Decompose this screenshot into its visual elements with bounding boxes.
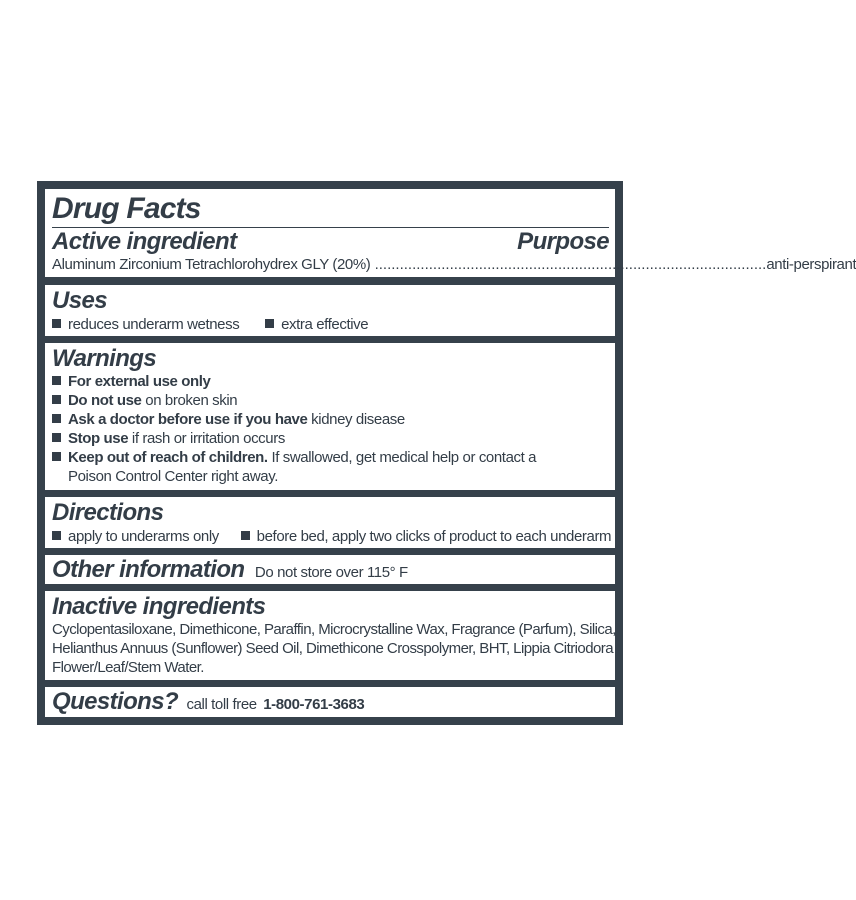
uses-item: extra effective <box>265 316 368 333</box>
questions-phone-number: 1-800-761-3683 <box>263 696 365 713</box>
leader-dots: .............................................................................................. <box>370 256 767 273</box>
drug-facts-title: Drug Facts <box>52 192 201 225</box>
inactive-ingredients-line: Helianthus Annuus (Sunflower) Seed Oil, Dimethicone Crosspolymer, BHT, Lippia Citriodora <box>52 640 614 657</box>
bullet-square-icon <box>52 433 61 442</box>
drug-facts-panel <box>37 181 856 725</box>
bullet-square-icon <box>52 376 61 385</box>
active-ingredient-heading-row <box>52 229 609 255</box>
uses-section <box>45 285 615 336</box>
bullet-square-icon <box>52 452 61 461</box>
purpose-heading: Purpose <box>517 228 609 255</box>
inactive-ingredients-heading: Inactive ingredients <box>52 593 266 620</box>
warning-item: Do not use on broken skin <box>52 391 609 410</box>
bullet-square-icon <box>52 414 61 423</box>
uses-heading: Uses <box>52 287 107 314</box>
active-ingredient-heading: Active ingredient <box>52 228 237 255</box>
uses-item: reduces underarm wetness <box>52 316 239 333</box>
active-ingredient-row <box>52 255 856 274</box>
warning-item: For external use only <box>52 372 609 391</box>
questions-section <box>45 687 615 717</box>
drug-facts-header <box>45 189 856 277</box>
bullet-square-icon <box>241 531 250 540</box>
uses-list <box>52 315 609 334</box>
active-ingredient-name: Aluminum Zirconium Tetrachlorohydrex GLY (20%) <box>52 256 371 273</box>
other-information-text: Do not store over 115° F <box>254 564 408 581</box>
questions-prefix: call toll free <box>186 696 257 713</box>
questions-heading: Questions? <box>52 688 179 715</box>
other-information-heading: Other information <box>52 556 245 583</box>
directions-heading: Directions <box>52 499 164 526</box>
warnings-section <box>45 343 615 490</box>
bullet-square-icon <box>52 531 61 540</box>
directions-section <box>45 497 615 548</box>
other-information-section <box>45 555 615 584</box>
warning-item-continued: Poison Control Center right away. <box>68 468 278 485</box>
inactive-ingredients-line: Flower/Leaf/Stem Water. <box>52 659 204 676</box>
bullet-square-icon <box>52 395 61 404</box>
warning-item: Stop use if rash or irritation occurs <box>52 429 609 448</box>
bullet-square-icon <box>265 319 274 328</box>
bullet-square-icon <box>52 319 61 328</box>
warning-item: Keep out of reach of children. If swallowed, get medical help or contact a <box>52 448 609 467</box>
inactive-ingredients-section <box>45 591 615 680</box>
directions-item: before bed, apply two clicks of product to each underarm <box>241 528 611 545</box>
active-ingredient-purpose: anti-perspirant <box>766 256 856 273</box>
directions-list <box>52 527 612 546</box>
directions-item: apply to underarms only <box>52 528 219 545</box>
warning-item: Ask a doctor before use if you have kidney disease <box>52 410 609 429</box>
warnings-heading: Warnings <box>52 345 157 372</box>
inactive-ingredients-line: Cyclopentasiloxane, Dimethicone, Paraffin, Microcrystalline Wax, Fragrance (Parfum), Silica, <box>52 621 616 638</box>
